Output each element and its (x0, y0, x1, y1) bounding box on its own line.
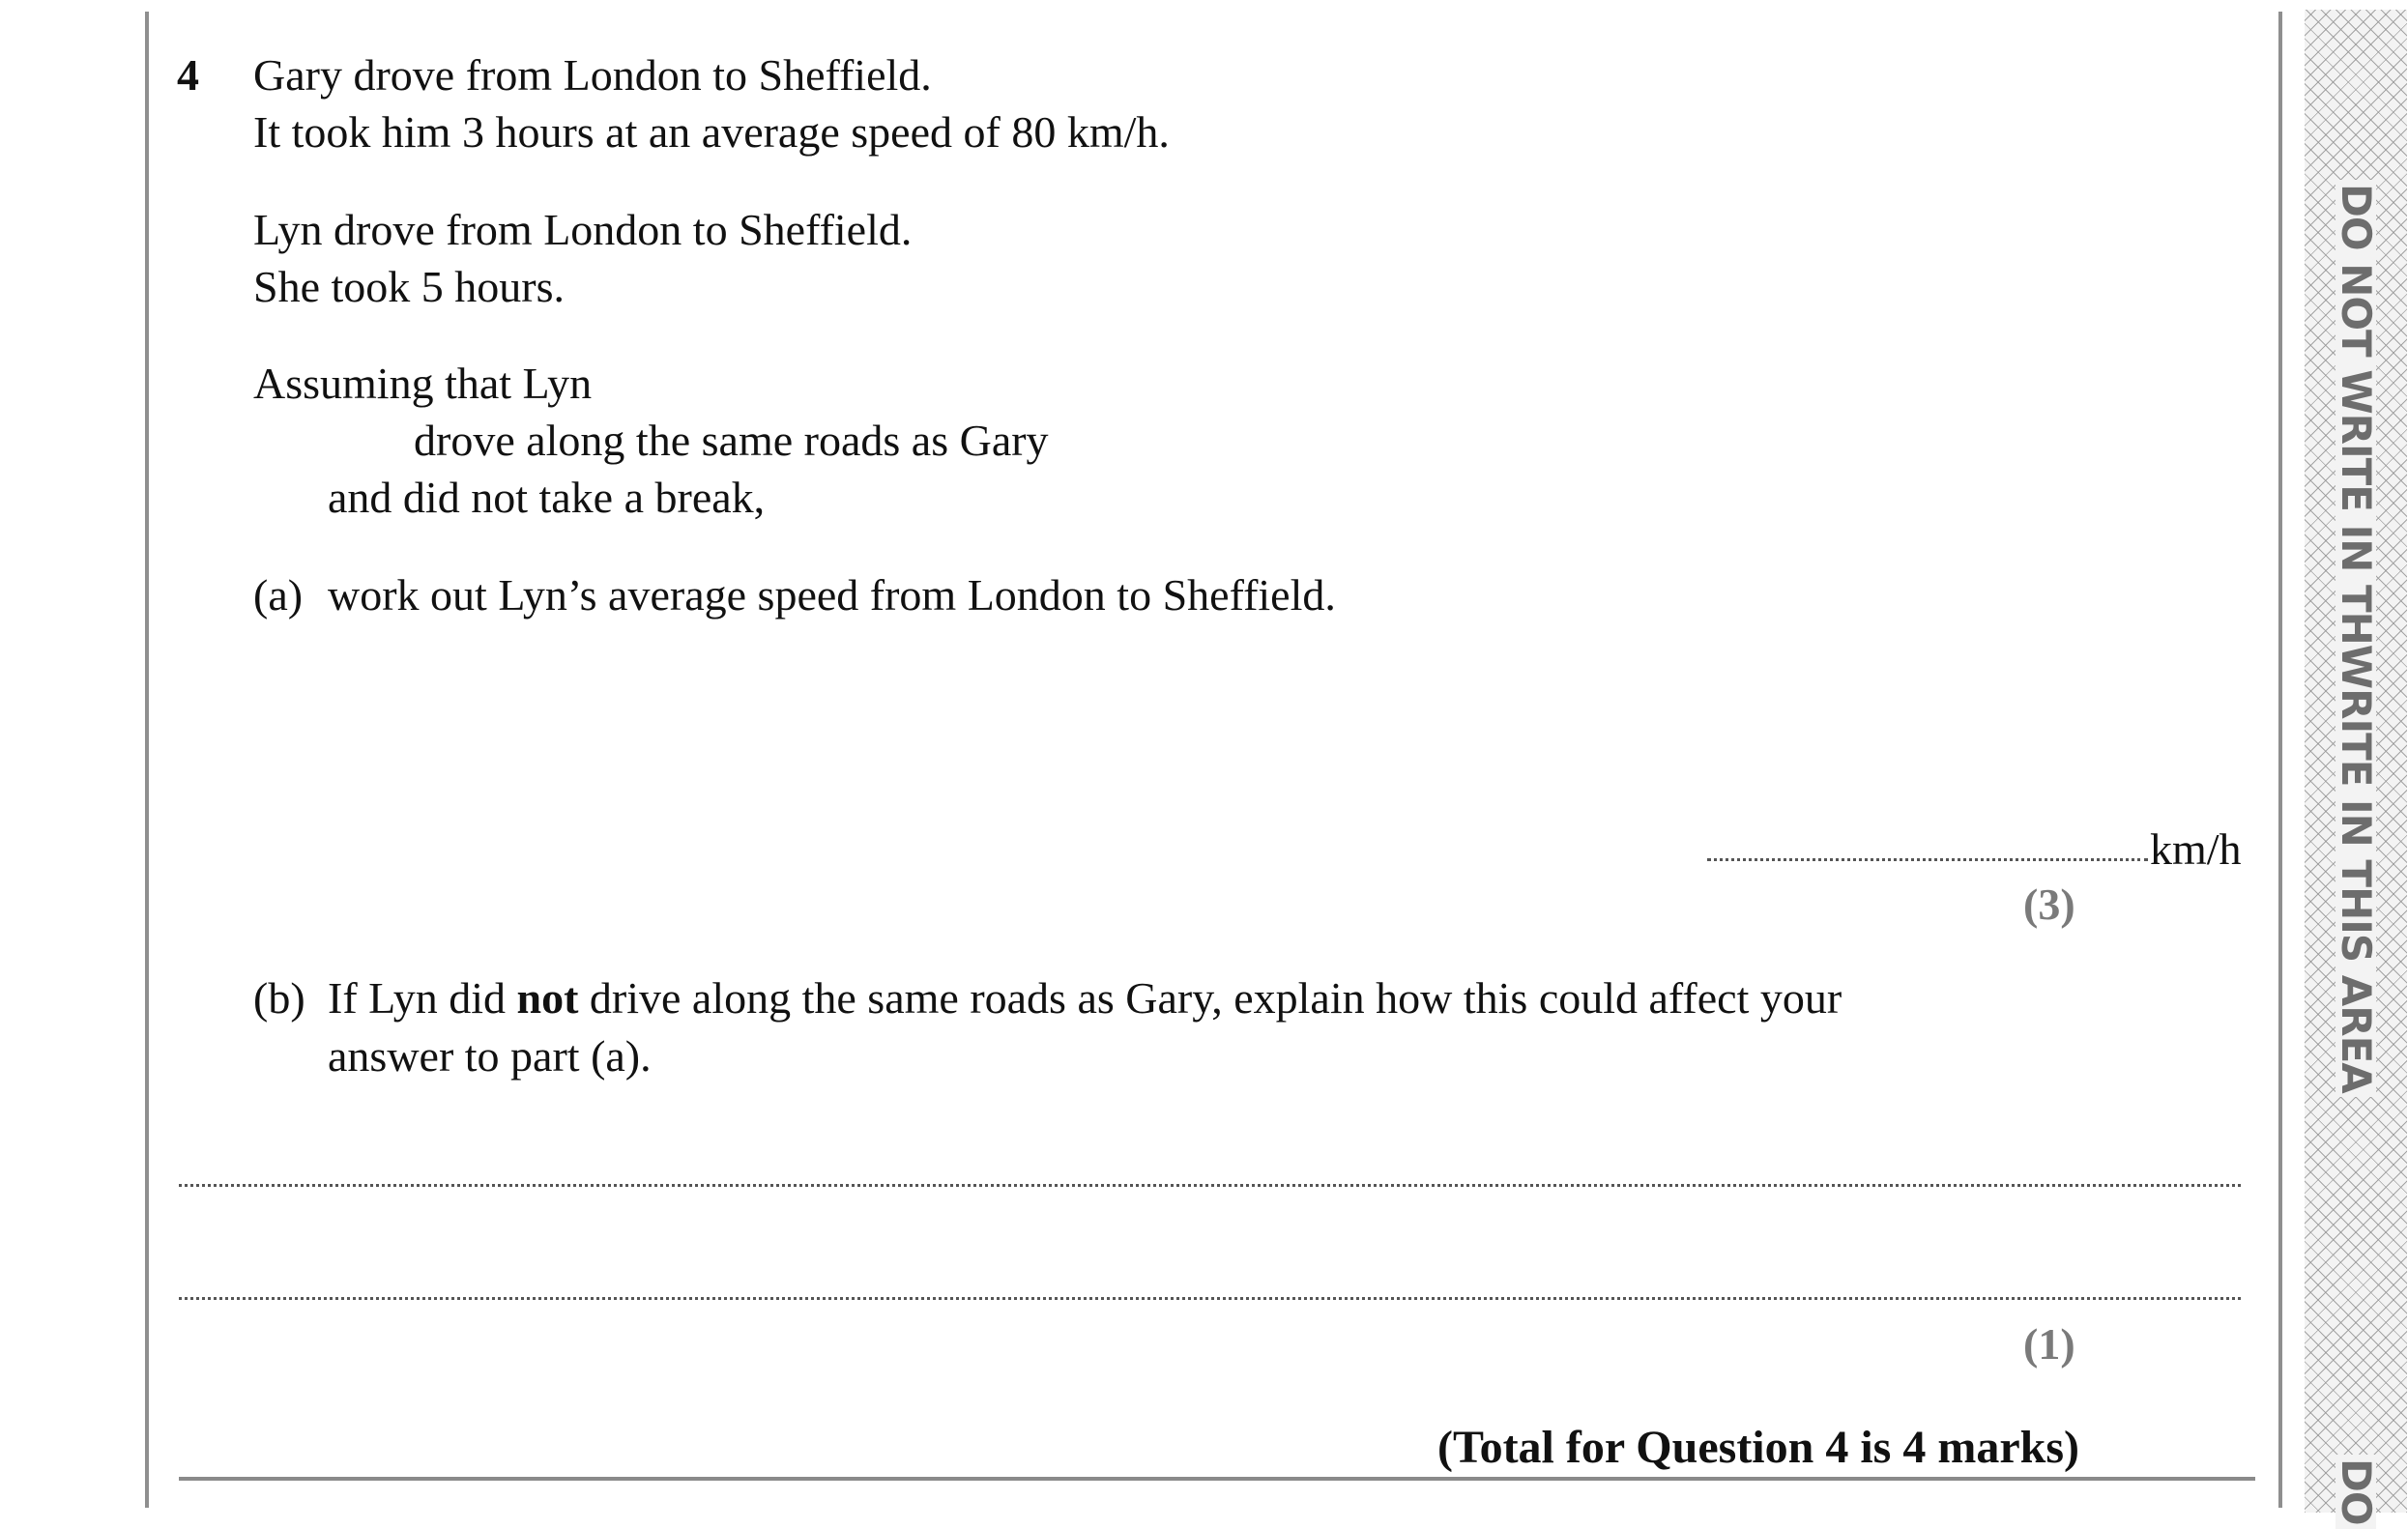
part-a-answer-line[interactable] (1707, 858, 2148, 861)
part-a-text: work out Lyn’s average speed from London to Sheffield. (328, 570, 1336, 620)
question-total: (Total for Question 4 is 4 marks) (1436, 1422, 2079, 1473)
question-number: 4 (177, 50, 199, 100)
question-line-6: drove along the same roads as Gary (414, 416, 1049, 465)
part-a-label: (a) (253, 570, 304, 620)
part-b-answer-line-1[interactable] (179, 1184, 2241, 1187)
part-b-text-before: If Lyn did (328, 973, 517, 1023)
no-write-warning: DO NOT WRITE IN THWRITE IN THIS AREA (2335, 180, 2376, 1097)
question-line-2: It took him 3 hours at an average speed of 80 km/h. (253, 107, 1170, 157)
right-margin-rule (2278, 12, 2282, 1508)
part-a-answer-unit: km/h (2150, 824, 2242, 874)
part-b-marks: (1) (2023, 1319, 2075, 1369)
question-line-5: Assuming that Lyn (253, 359, 593, 408)
question-line-3: Lyn drove from London to Sheffield. (253, 205, 913, 254)
question-line-7: and did not take a break, (328, 473, 766, 522)
question-bottom-rule (179, 1477, 2255, 1481)
part-b-label: (b) (253, 973, 305, 1023)
part-b-bold-word: not (516, 973, 579, 1023)
question-line-4: She took 5 hours. (253, 262, 565, 311)
no-write-warning-partial: DO (2335, 1455, 2376, 1529)
left-margin-rule (145, 12, 149, 1508)
part-b-text-line-2: answer to part (a). (328, 1031, 652, 1081)
part-b-text (328, 973, 1842, 1023)
part-b-answer-line-2[interactable] (179, 1297, 2241, 1300)
part-a-marks: (3) (2023, 880, 2075, 929)
part-b-text-after: drive along the same roads as Gary, explain how this could affect your (578, 973, 1842, 1023)
question-line-1: Gary drove from London to Sheffield. (253, 50, 932, 100)
